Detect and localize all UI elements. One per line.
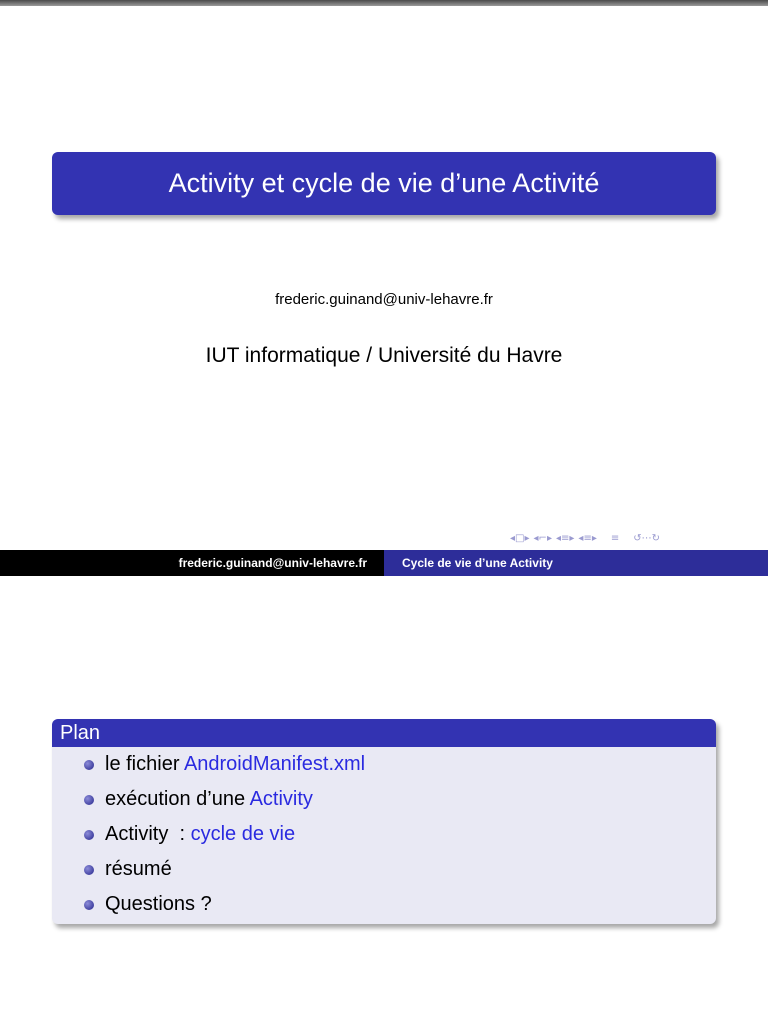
plan-item-manifest (52, 747, 716, 782)
nav-search-icon[interactable]: ↺⋯↻ (633, 533, 661, 544)
plan-item-text: Questions ? (105, 893, 212, 915)
plan-item-text: résumé (105, 858, 172, 880)
plan-block (52, 719, 716, 924)
nav-next-frame-icon[interactable]: ▸ (546, 533, 552, 544)
nav-prev-frame-icon[interactable]: ◂ (533, 533, 539, 544)
plan-item-questions (52, 887, 716, 922)
nav-prev-slide-icon[interactable]: ◂ (510, 533, 516, 544)
institute: IUT informatique / Université du Havre (205, 344, 563, 367)
plan-item-text: Activity : (105, 823, 191, 845)
plan-item-text: exécution d’une (105, 788, 250, 810)
footer-author-text: frederic.guinand@univ-lehavre.fr (178, 556, 367, 570)
footer-author (0, 550, 384, 576)
beamer-navigation (510, 532, 660, 546)
plan-list (52, 747, 716, 922)
slide-title-box (52, 152, 716, 215)
nav-frame-icon[interactable]: ⌐ (538, 533, 547, 544)
plan-item-lifecycle (52, 817, 716, 852)
slide-footer (0, 550, 768, 576)
plan-item-link[interactable]: AndroidManifest.xml (183, 753, 366, 775)
bullet-icon (84, 795, 94, 805)
plan-item-execution (52, 782, 716, 817)
plan-item-link[interactable]: Activity (249, 788, 313, 810)
footer-title-text: Cycle de vie d’une Activity (402, 556, 553, 570)
nav-section-icon[interactable]: ≡ (583, 533, 592, 544)
nav-slide-icon[interactable]: □ (515, 533, 525, 544)
bullet-icon (84, 865, 94, 875)
nav-subsection-icon[interactable]: ≡ (561, 533, 570, 544)
plan-item-text: le fichier (105, 753, 184, 775)
footer-title (384, 550, 768, 576)
nav-prev-subsection-icon[interactable]: ◂ (555, 533, 561, 544)
nav-next-slide-icon[interactable]: ▸ (524, 533, 530, 544)
bullet-icon (84, 830, 94, 840)
plan-block-title: Plan (52, 719, 716, 747)
nav-next-section-icon[interactable]: ▸ (591, 533, 597, 544)
bullet-icon (84, 900, 94, 910)
bullet-icon (84, 760, 94, 770)
top-border (0, 0, 768, 6)
author-email: frederic.guinand@univ-lehavre.fr (275, 291, 493, 308)
plan-item-summary (52, 852, 716, 887)
nav-prev-section-icon[interactable]: ◂ (578, 533, 584, 544)
slide-title: Activity et cycle de vie d’une Activité (168, 168, 600, 198)
plan-item-link[interactable]: cycle de vie (190, 823, 296, 845)
nav-document-icon[interactable]: ≡ (610, 533, 620, 544)
nav-next-subsection-icon[interactable]: ▸ (569, 533, 575, 544)
